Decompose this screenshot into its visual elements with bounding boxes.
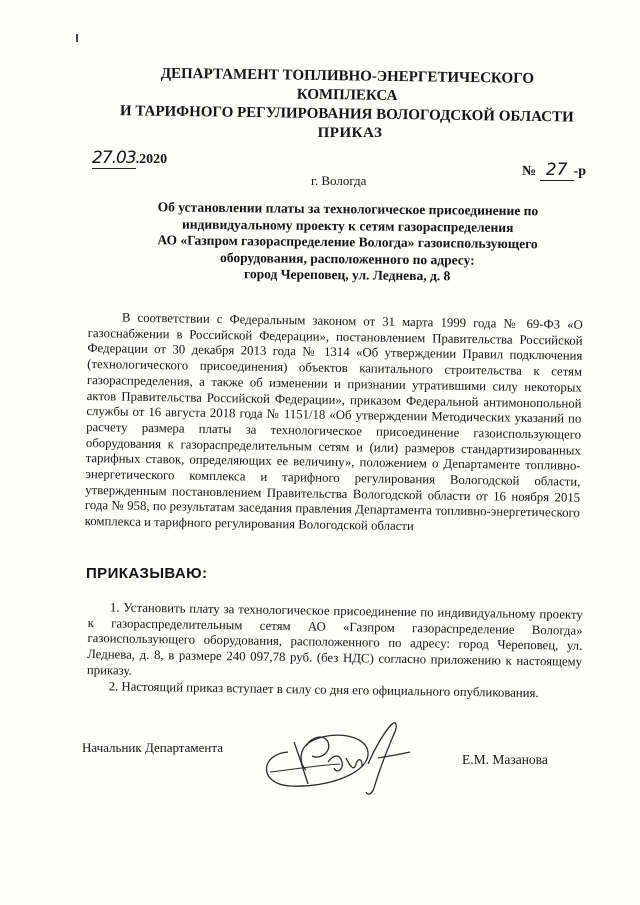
document-type: ПРИКАЗ	[317, 125, 383, 141]
signatory-name: Е.М. Мазанова	[462, 752, 548, 767]
city: г. Вологда	[311, 173, 367, 188]
title-line-4: оборудования, расположенного по адресу:	[219, 249, 475, 268]
title-line-1: Об установлении платы за технологическое присоединение по	[157, 199, 539, 219]
department-header	[109, 64, 585, 128]
preamble	[85, 310, 583, 538]
title-line-3: АО «Газпром газораспределение Вологда» газоиспользующего	[157, 232, 538, 252]
number-prefix: №	[522, 164, 537, 179]
signatory-position: Начальник Департамента	[82, 740, 223, 755]
order-word: ПРИКАЗЫВАЮ:	[86, 565, 208, 582]
scan-speck	[76, 34, 78, 42]
date-handwritten: 27.03	[92, 148, 136, 168]
title-line-5: город Череповец, ул. Леднева, д. 8	[244, 266, 451, 284]
number-handwritten: 27	[540, 160, 574, 181]
order-items	[87, 600, 583, 702]
order-title	[127, 199, 568, 286]
date-year: .2020	[135, 152, 168, 167]
order-item-2: 2. Настоящий приказ вступает в силу со дня его официального опубликования.	[108, 678, 539, 700]
signature-image	[250, 712, 420, 802]
header-line-1: ДЕПАРТАМЕНТ ТОПЛИВНО-ЭНЕРГЕТИЧЕСКОГО КОМПЛЕКСА	[160, 65, 535, 105]
header-line-2: И ТАРИФНОГО РЕГУЛИРОВАНИЯ ВОЛОГОДСКОЙ ОБЛАСТИ	[119, 103, 574, 126]
order-number	[522, 160, 586, 181]
title-line-2: индивидуальному проекту к сетям газораспределения	[181, 216, 514, 235]
order-date	[92, 148, 167, 168]
order-item-1: 1. Установить плату за технологическое присоединение по индивидуальному проекту к газораспределительным сетям АО «Газпром газораспределение Вологда» газоиспользующего оборудования, расположенного по адресу: город Череповец, ул. Леднева, д. 8, в размере 240 097,78 руб. (без НДС) согласно приложению к настоящему приказу.	[86, 600, 583, 678]
number-suffix: -р	[573, 164, 587, 179]
preamble-text: В соответствии с Федеральным законом от 31 марта 1999 года № 69-ФЗ «О газоснабжении в Российской Федерации», постановлением Правительства Российской Федерации от 30 декабря 2013 года № 1314 «Об утверждении Правил подключения (технологического присоединения) объектов капитального строительства к сетям газораспределения, а также об изменении и признании утратившими силу некоторых актов Правительства Российской Федерации», приказом Федеральной антимонопольной службы от 16 августа 2018 года № 1151/18 «Об утверждении Методических указаний по расчету размера платы за технологическое присоединение газоиспользующего оборудования к газораспределительным сетям и (или) размеров стандартизированных тарифных ставок, определяющих ее величину», положением о Департаменте топливно-энергетического комплекса и тарифного регулирования Вологодской области, утвержденным постановлением Правительства Вологодской области от 16 ноября 2015 года № 958, по результатам заседания правления Департамента топливно-энергетического комплекса и тарифного регулирования Вологодской области	[84, 310, 583, 534]
